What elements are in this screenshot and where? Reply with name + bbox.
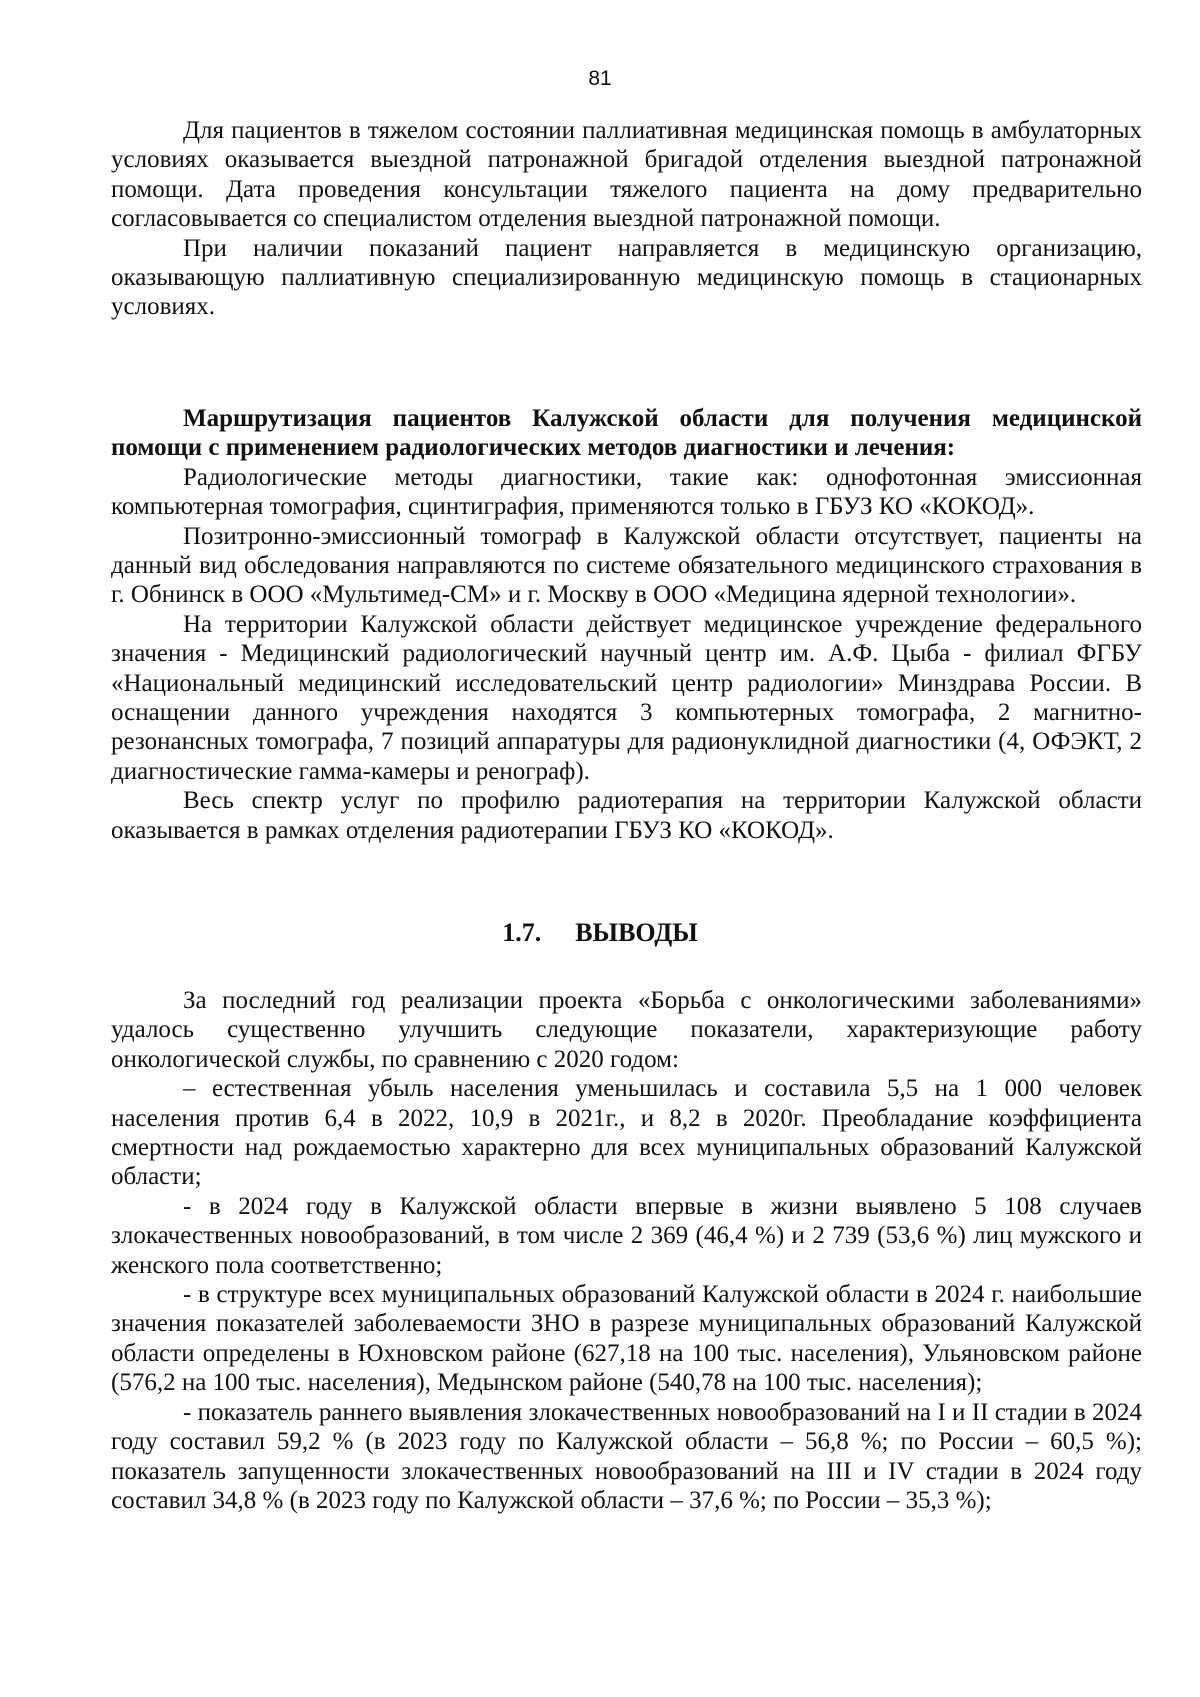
conclusions-title: ВЫВОДЫ	[575, 918, 698, 947]
list-item: - показатель раннего выявления злокачественных новообразований на I и II стадии в 2024 году составил 59,2 % (в 2023 году по Калужской области – 56,8 %; по России – 60,5 %); показатель запущенности злокачественных новообразований на III и IV стадии в 2024 году составил 34,8 % (в 2023 году по Калужской области – 37,6 %; по России – 35,3 %);	[111, 1398, 1142, 1514]
radiology-routing-section	[111, 404, 1142, 845]
page-number: 81	[588, 67, 612, 90]
palliative-care-section	[111, 116, 1142, 322]
paragraph-pet-scanner: Позитронно-эмиссионный томограф в Калужской области отсутствует, пациенты на данный вид обследования направляются по системе обязательного медицинского страхования в г. Обнинск в ООО «Мультимед-СМ» и г. Москву в ООО «Медицина ядерной технологии».	[111, 522, 1142, 609]
list-item: - в структуре всех муниципальных образований Калужской области в 2024 г. наибольшие значения показателей заболеваемости ЗНО в разрезе муниципальных образований Калужской области определены в Юхновском районе (627,18 на 100 тыс. населения), Ульяновском районе (576,2 на 100 тыс. населения), Медынском районе (540,78 на 100 тыс. населения);	[111, 1281, 1142, 1397]
paragraph-palliative-home: Для пациентов в тяжелом состоянии паллиативная медицинская помощь в амбулаторных условиях оказывается выездной патронажной бригадой отделения выездной патронажной помощи. Дата проведения консультации тяжелого пациента на дому предварительно согласовывается со специалистом отделения выездной патронажной помощи.	[111, 117, 1142, 233]
paragraph-palliative-referral: При наличии показаний пациент направляется в медицинскую организацию, оказывающую паллиативную специализированную медицинскую помощь в стационарных условиях.	[111, 234, 1142, 321]
paragraph-radiotherapy: Весь спектр услуг по профилю радиотерапия на территории Калужской области оказывается в рамках отделения радиотерапии ГБУЗ КО «КОКОД».	[111, 787, 1142, 844]
list-item: - в 2024 году в Калужской области впервые в жизни выявлено 5 108 случаев злокачественных новообразований, в том числе 2 369 (46,4 %) и 2 739 (53,6 %) лиц мужского и женского пола соответственно;	[111, 1192, 1142, 1279]
paragraph-radiology-methods: Радиологические методы диагностики, такие как: однофотонная эмиссионная компьютерная томография, сцинтиграфия, применяются только в ГБУЗ КО «КОКОД».	[111, 463, 1142, 521]
list-item: – естественная убыль населения уменьшилась и составила 5,5 на 1 000 человек населения против 6,4 в 2022, 10,9 в 2021г., и 8,2 в 2020г. Преобладание коэффициента смертности над рождаемостью характерно для всех муниципальных образований Калужской области;	[111, 1075, 1142, 1191]
conclusions-number: 1.7.	[502, 918, 542, 947]
conclusions-heading	[0, 918, 1200, 948]
conclusions-intro: За последний год реализации проекта «Борьба с онкологическими заболеваниями» удалось существенно улучшить следующие показатели, характеризующие работу онкологической службы, по сравнению с 2020 годом:	[111, 987, 1142, 1073]
section-title-radiology-routing: Маршрутизация пациентов Калужской области для получения медицинской помощи с применением радиологических методов диагностики и лечения:	[111, 405, 1142, 462]
conclusions-section	[111, 986, 1142, 1515]
paragraph-federal-center: На территории Калужской области действует медицинское учреждение федерального значения - Медицинский радиологический научный центр им. А.Ф. Цыба - филиал ФГБУ «Национальный медицинский исследовательский центр радиологии» Минздрава России. В оснащении данного учреждения находятся 3 компьютерных томографа, 2 магнитно-резонансных томографа, 7 позиций аппаратуры для радионуклидной диагностики (4, ОФЭКТ, 2 диагностические гамма-камеры и ренограф).	[111, 610, 1142, 785]
